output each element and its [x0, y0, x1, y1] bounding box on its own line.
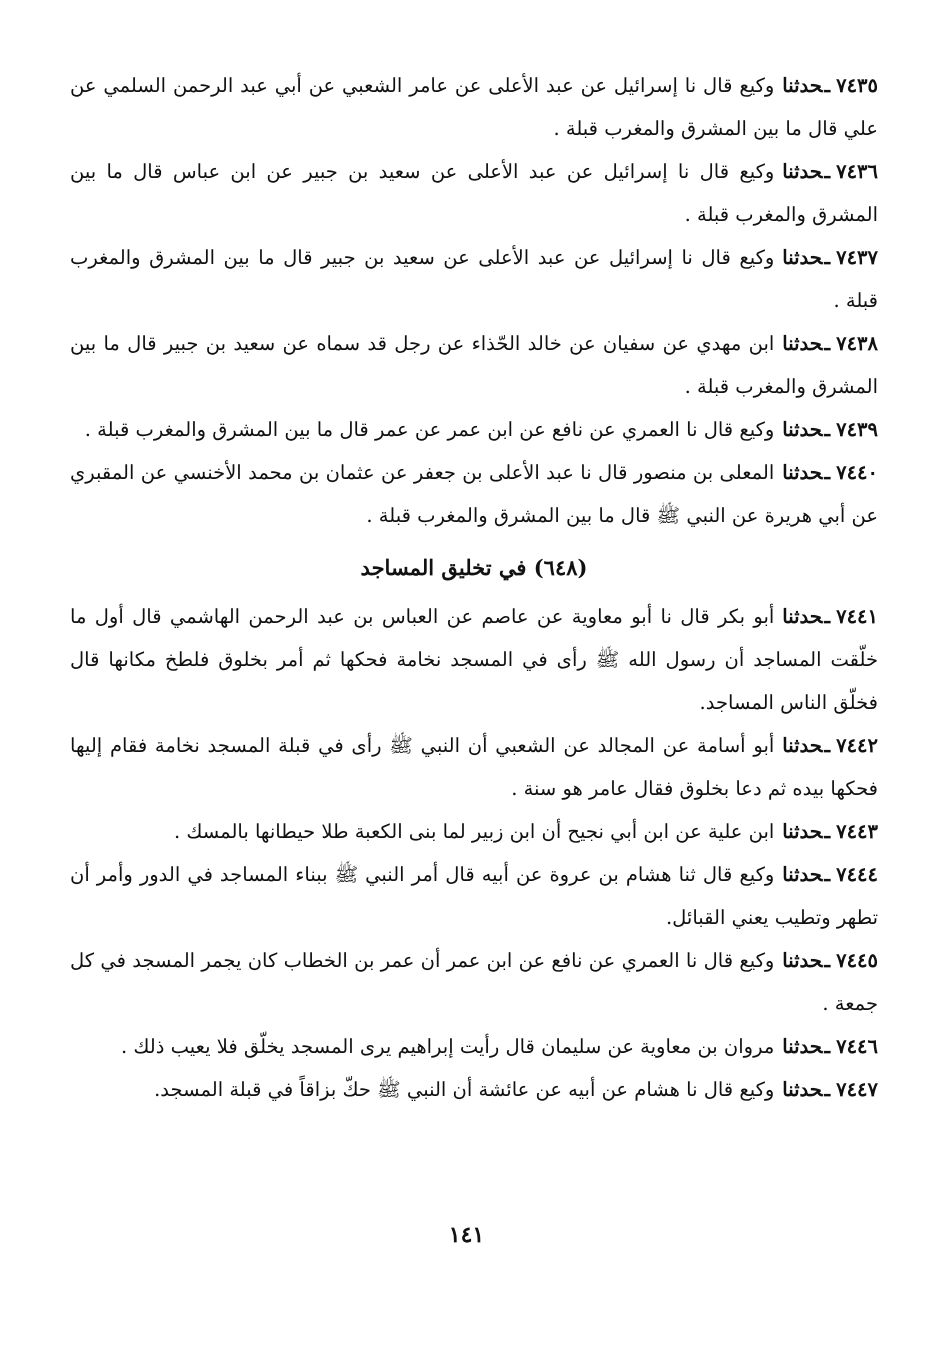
hadith-number: ٧٤٤٥ [836, 949, 878, 972]
page-text [70, 64, 878, 1111]
hadith-entry [70, 322, 878, 408]
hadith-number: ٧٤٣٩ [836, 418, 878, 441]
hadith-label: حدثنا [782, 1035, 823, 1058]
dash: ـ [824, 418, 831, 441]
hadith-number: ٧٤٣٦ [836, 160, 878, 183]
dash: ـ [824, 461, 831, 484]
dash: ـ [824, 74, 831, 97]
hadith-number: ٧٤٣٨ [836, 332, 878, 355]
dash: ـ [824, 332, 831, 355]
hadith-entry [70, 150, 878, 236]
hadith-label: حدثنا [782, 418, 823, 441]
hadith-number: ٧٤٤٦ [836, 1035, 878, 1058]
hadith-label: حدثنا [782, 863, 823, 886]
hadith-entry [70, 64, 878, 150]
page-number: ١٤١ [448, 1222, 485, 1248]
hadith-text: ابن مهدي عن سفيان عن خالد الحّذاء عن رجل قد سماه عن سعيد بن جبير قال ما بين المشرق والمغرب قبلة . [70, 332, 878, 398]
hadith-number: ٧٤٤٣ [836, 820, 878, 843]
hadith-entry [70, 408, 878, 451]
hadith-text: وكيع قال نا العمري عن نافع عن ابن عمر عن عمر قال ما بين المشرق والمغرب قبلة . [84, 418, 775, 441]
hadith-label: حدثنا [782, 949, 823, 972]
hadith-text: ابن علية عن ابن أبي نجيح أن ابن زبير لما بنى الكعبة طلا حيطانها بالمسك . [173, 820, 775, 843]
hadith-number: ٧٤٤٢ [836, 734, 878, 757]
dash: ـ [824, 734, 831, 757]
hadith-entry [70, 236, 878, 322]
hadith-text: وكيع قال نا إسرائيل عن عبد الأعلى عن سعيد بن جبير عن ابن عباس قال ما بين المشرق والمغرب قبلة . [70, 160, 878, 226]
hadith-label: حدثنا [782, 160, 823, 183]
hadith-number: ٧٤٤٤ [836, 863, 878, 886]
dash: ـ [824, 605, 831, 628]
hadith-text: وكيع قال نا العمري عن نافع عن ابن عمر أن عمر بن الخطاب كان يجمر المسجد في كل جمعة . [70, 949, 878, 1015]
hadith-number: ٧٤٣٧ [836, 246, 878, 269]
dash: ـ [824, 160, 831, 183]
hadith-label: حدثنا [782, 1078, 823, 1101]
section-heading: (٦٤٨) في تخليق المساجد [360, 555, 588, 580]
dash: ـ [824, 246, 831, 269]
dash: ـ [824, 820, 831, 843]
hadith-entry [70, 1068, 878, 1111]
dash: ـ [824, 1035, 831, 1058]
hadith-label: حدثنا [782, 734, 823, 757]
hadith-number: ٧٤٤٧ [836, 1078, 878, 1101]
hadith-text: أبو بكر قال نا أبو معاوية عن عاصم عن العباس بن عبد الرحمن الهاشمي قال أول ما خلّقت المساجد أن رسول الله ﷺ رأى في المسجد نخامة فحكها ثم أمر بخلوق فلطخ مكانها قال فخلّق الناس المساجد. [70, 605, 878, 714]
hadith-label: حدثنا [782, 246, 823, 269]
hadith-text: مروان بن معاوية عن سليمان قال رأيت إبراهيم يرى المسجد يخلّق فلا يعيب ذلك . [120, 1035, 775, 1058]
hadith-text: وكيع قال نا إسرائيل عن عبد الأعلى عن عامر الشعبي عن أبي عبد الرحمن السلمي عن علي قال ما بين المشرق والمغرب قبلة . [70, 74, 878, 140]
hadith-entry [70, 939, 878, 1025]
hadith-text: وكيع قال نا إسرائيل عن عبد الأعلى عن سعيد بن جبير قال ما بين المشرق والمغرب قبلة . [70, 246, 878, 312]
hadith-text: المعلى بن منصور قال نا عبد الأعلى بن جعفر عن عثمان بن محمد الأخنسي عن المقبري عن أبي هريرة عن النبي ﷺ قال ما بين المشرق والمغرب قبلة . [70, 461, 878, 527]
hadith-label: حدثنا [782, 605, 823, 628]
hadith-number: ٧٤٣٥ [836, 74, 878, 97]
hadith-text: وكيع قال نا هشام عن أبيه عن عائشة أن النبي ﷺ حكّ بزاقاً في قبلة المسجد. [154, 1078, 775, 1101]
hadith-label: حدثنا [782, 461, 823, 484]
hadith-text: وكيع قال ثنا هشام بن عروة عن أبيه قال أمر النبي ﷺ ببناء المساجد في الدور وأمر أن تطهر وتطيب يعني القبائل. [70, 863, 878, 929]
hadith-entry [70, 451, 878, 537]
dash: ـ [824, 1078, 831, 1101]
hadith-label: حدثنا [782, 332, 823, 355]
dash: ـ [824, 949, 831, 972]
hadith-number: ٧٤٤١ [836, 605, 878, 628]
hadith-label: حدثنا [782, 74, 823, 97]
hadith-entry [70, 724, 878, 810]
hadith-entry [70, 810, 878, 853]
hadith-entry [70, 1025, 878, 1068]
hadith-label: حدثنا [782, 820, 823, 843]
hadith-entry [70, 595, 878, 724]
dash: ـ [824, 863, 831, 886]
hadith-entry [70, 853, 878, 939]
hadith-number: ٧٤٤٠ [836, 461, 878, 484]
hadith-text: أبو أسامة عن المجالد عن الشعبي أن النبي ﷺ رأى في قبلة المسجد نخامة فقام إليها فحكها بيده ثم دعا بخلوق فقال عامر هو سنة . [70, 734, 878, 800]
